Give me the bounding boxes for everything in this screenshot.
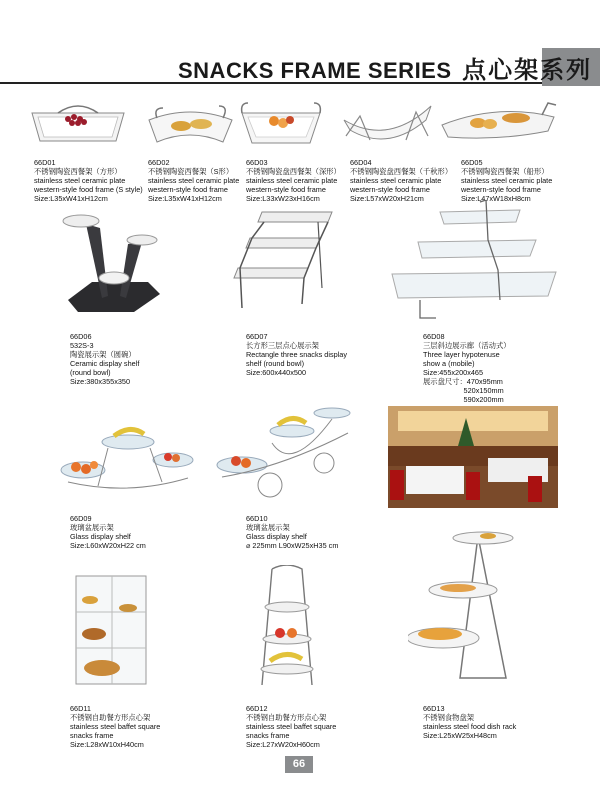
- caption-line: 66D01: [34, 158, 56, 167]
- caption-line: Glass display shelf: [70, 532, 131, 541]
- caption-line: stainless steel ceramic plate: [246, 176, 338, 185]
- caption-66d09: [70, 514, 146, 550]
- caption-66d12: [246, 704, 336, 749]
- caption-66d07: [246, 332, 347, 377]
- caption-line: Rectangle three snacks display: [246, 350, 347, 359]
- caption-line: 66D09: [70, 514, 92, 523]
- caption-line: 玻璃盆展示架: [246, 523, 290, 532]
- page-number: 66: [285, 756, 313, 773]
- caption-line: 66D05: [461, 158, 483, 167]
- caption-line: stainless steel ceramic plate: [350, 176, 442, 185]
- caption-line: Size:455x200x465: [423, 368, 484, 377]
- caption-line: 66D04: [350, 158, 372, 167]
- caption-66d06: [70, 332, 139, 386]
- product-image-66d10: [212, 403, 357, 503]
- caption-line: western-style food frame: [148, 185, 228, 194]
- caption-line: 玻璃盆展示架: [70, 523, 114, 532]
- caption-line: 展示盘尺寸：470x95mm: [423, 377, 503, 386]
- product-image-66d07: [232, 208, 337, 318]
- caption-line: 不锈钢陶瓷西餐架（方形）: [34, 167, 122, 176]
- caption-line: stainless steel baffet square: [246, 722, 337, 731]
- caption-line: 长方形三层点心展示架: [246, 341, 319, 350]
- caption-line: Size:L35xW41xH12cm: [148, 194, 222, 203]
- caption-line: western-style food frame: [246, 185, 326, 194]
- page-title-cn: 点心架系列: [462, 56, 593, 84]
- caption-line: 三层斜边展示廊（活动式）: [423, 341, 511, 350]
- caption-line: western-style food frame: [350, 185, 430, 194]
- caption-line: stainless steel ceramic plate: [34, 176, 126, 185]
- caption-66d11: [70, 704, 160, 749]
- caption-line: western-style food frame: [461, 185, 541, 194]
- caption-66d10: [246, 514, 338, 550]
- caption-line: Size:600x440x500: [246, 368, 307, 377]
- restaurant-photo: [388, 406, 558, 508]
- caption-line: (round bowl): [70, 368, 111, 377]
- caption-line: Size:L47xW18xH8cm: [461, 194, 531, 203]
- caption-line: shelf (round bowl): [246, 359, 304, 368]
- caption-66d04: [350, 158, 452, 203]
- caption-66d01: [34, 158, 143, 203]
- caption-line: Size:L57xW20xH21cm: [350, 194, 424, 203]
- caption-line: Ceramic display shelf: [70, 359, 140, 368]
- caption-line: 66D11: [70, 704, 91, 713]
- caption-line: stainless steel food dish rack: [423, 722, 517, 731]
- caption-line: 66D07: [246, 332, 268, 341]
- product-image-66d01: [28, 95, 128, 150]
- product-image-66d04: [340, 96, 435, 151]
- caption-line: 不锈钢陶瓷西餐架（船形）: [461, 167, 549, 176]
- product-image-66d11: [72, 572, 152, 690]
- caption-line: 不锈钢自助餐方形点心架: [70, 713, 151, 722]
- caption-line: Size:380x355x350: [70, 377, 131, 386]
- caption-line: snacks frame: [70, 731, 114, 740]
- caption-line: 66D06: [70, 332, 92, 341]
- caption-line: Size:L27xW20xH60cm: [246, 740, 320, 749]
- product-image-66d13: [408, 528, 518, 693]
- caption-66d05: [461, 158, 552, 203]
- caption-line: stainless steel ceramic plate: [461, 176, 553, 185]
- product-image-66d06: [56, 208, 166, 318]
- product-image-66d03: [236, 97, 326, 149]
- caption-line: Size:L33xW23xH16cm: [246, 194, 320, 203]
- caption-line: snacks frame: [246, 731, 290, 740]
- caption-line: 不锈钢陶瓷盘西餐架（深形）: [246, 167, 341, 176]
- caption-line: 不锈钢陶瓷西餐架（S形）: [148, 167, 234, 176]
- caption-line: Size:L28xW10xH40cm: [70, 740, 144, 749]
- caption-line: Size:L35xW41xH12cm: [34, 194, 108, 203]
- caption-line: 66D10: [246, 514, 268, 523]
- caption-line: Three layer hypotenuse: [423, 350, 500, 359]
- page-title-en: SNACKS FRAME SERIES: [178, 58, 452, 83]
- caption-line: 不锈钢陶瓷盘西餐架（千秋形）: [350, 167, 453, 176]
- product-image-66d12: [252, 565, 322, 690]
- caption-line: 532S-3: [70, 341, 94, 350]
- caption-66d08: [423, 332, 511, 404]
- product-image-66d05: [438, 97, 558, 147]
- caption-66d13: [423, 704, 516, 740]
- product-image-66d08: [390, 200, 560, 325]
- caption-66d03: [246, 158, 341, 203]
- caption-line: Glass display shelf: [246, 532, 307, 541]
- caption-line: Size:L60xW20xH22 cm: [70, 541, 146, 550]
- caption-line: show a (mobile): [423, 359, 475, 368]
- caption-line: 66D08: [423, 332, 445, 341]
- caption-line: 不锈钢食物盘架: [423, 713, 475, 722]
- caption-line: ⌀ 225mm L90xW25xH35 cm: [246, 541, 339, 550]
- caption-line: 66D03: [246, 158, 268, 167]
- page-title: [178, 50, 592, 85]
- caption-line: 520x150mm: [423, 386, 504, 395]
- caption-line: 66D02: [148, 158, 170, 167]
- product-image-66d09: [58, 420, 198, 495]
- caption-line: 66D13: [423, 704, 445, 713]
- caption-line: western-style food frame (S style): [34, 185, 143, 194]
- caption-66d02: [148, 158, 239, 203]
- caption-line: 590x200mm: [423, 395, 504, 404]
- caption-line: 66D12: [246, 704, 268, 713]
- caption-line: stainless steel baffet square: [70, 722, 161, 731]
- product-image-66d02: [143, 98, 238, 148]
- caption-line: 不锈钢自助餐方形点心架: [246, 713, 327, 722]
- caption-line: 陶瓷展示架（圆碗）: [70, 350, 136, 359]
- caption-line: Size:L25xW25xH48cm: [423, 731, 497, 740]
- caption-line: stainless steel ceramic plate: [148, 176, 240, 185]
